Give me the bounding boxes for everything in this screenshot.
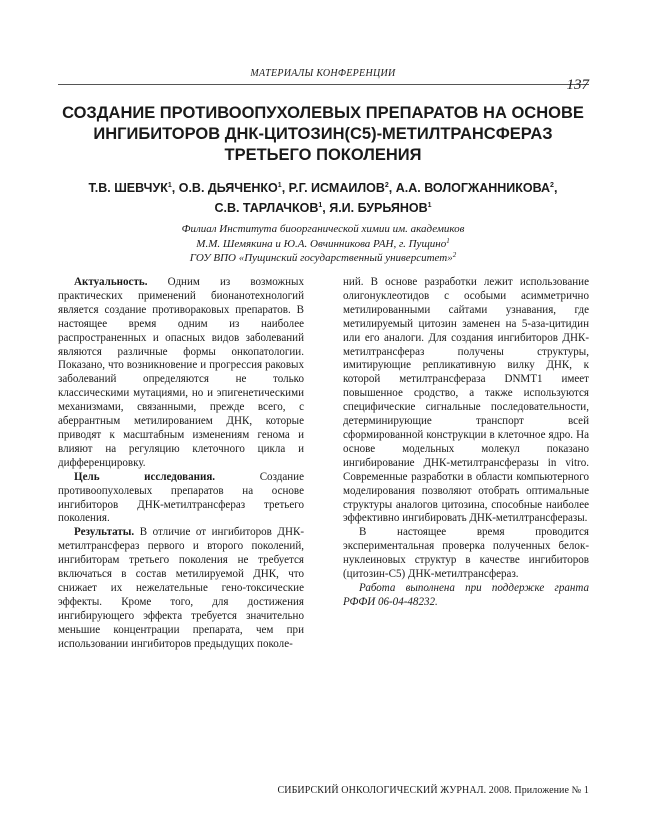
right-column	[343, 276, 589, 610]
affiliation-text: М.М. Шемякина и Ю.А. Овчинникова РАН, г. Пущино	[196, 237, 447, 250]
author-separator: ,	[553, 181, 558, 195]
author-name: С.В. ТАРЛАЧКОВ	[214, 201, 319, 215]
author-line-1	[40, 178, 606, 198]
author-affiliation-mark: 1	[318, 202, 323, 209]
left-column	[58, 276, 304, 651]
author-separator: ,	[171, 181, 179, 195]
affiliations	[40, 222, 606, 266]
results-text: В отличие от ингибиторов ДНК-метилтрансфераз первого и второго поколений, ингибиторам третьего поколения не требуется включаться в состав метилируемой ДНК, что снижает их нежелательные гено-токсические эффекты. Кроме того, для достижения ингибирующего эффекта требуется значительно меньшие концентрации препарата, чем при использовании ингибиторов предыдущих поколе-	[58, 526, 304, 650]
page-number: 137	[566, 77, 589, 93]
title-line-3: ТРЕТЬЕГО ПОКОЛЕНИЯ	[224, 146, 422, 164]
author-affiliation-mark: 1	[277, 182, 282, 189]
affiliation-mark: 1	[446, 236, 450, 245]
author-affiliation-mark: 2	[550, 182, 554, 189]
author-list	[40, 178, 606, 218]
affiliation-line-2	[40, 237, 606, 252]
author-name: Я.И. БУРЬЯНОВ	[329, 201, 428, 215]
author-name: А.А. ВОЛОГЖАННИКОВА	[395, 181, 551, 195]
author-affiliation-mark: 1	[167, 182, 172, 189]
relevance-text: Одним из возможных практических применений бионанотехнологий является создание противораковых препаратов. В настоящее время одним из наиболее распространенных и опасных видов заболеваний являются различные формы онкопатологии. Показано, что возникновение и прогрессия раковых заболеваний определяются не только классическими мутациями, но и эпигенетическими механизмами, связанными, прежде всего, с аберрантным метилированием ДНК, которые приводят к масштабным изменениям генома и влияют на регуляцию клеточного цикла и дифференцировку.	[58, 276, 304, 469]
running-head: МАТЕРИАЛЫ КОНФЕРЕНЦИИ	[250, 68, 396, 79]
affiliation-line-3	[40, 251, 606, 266]
author-affiliation-mark: 2	[384, 182, 389, 189]
affiliation-mark: 2	[452, 251, 457, 259]
author-name: Р.Г. ИСМАИЛОВ	[288, 181, 385, 195]
header-rule	[58, 84, 589, 85]
author-name: Т.В. ШЕВЧУК	[88, 181, 168, 195]
author-separator: ,	[322, 201, 330, 215]
relevance-paragraph	[58, 276, 304, 471]
results-paragraph	[58, 526, 304, 651]
journal-footer: СИБИРСКИЙ ОНКОЛОГИЧЕСКИЙ ЖУРНАЛ. 2008. Приложение № 1	[277, 785, 589, 796]
title-line-1: СОЗДАНИЕ ПРОТИВООПУХОЛЕВЫХ ПРЕПАРАТОВ НА ОСНОВЕ	[62, 104, 584, 122]
funding-note	[343, 582, 589, 610]
relevance-heading: Актуальность.	[74, 276, 148, 288]
affiliation-line-1: Филиал Института биоорганической химии им. академиков	[181, 223, 465, 235]
author-name: О.В. ДЬЯЧЕНКО	[178, 181, 278, 195]
author-separator: ,	[388, 181, 396, 195]
article-title	[40, 103, 606, 166]
aim-heading: Цель исследования.	[74, 470, 216, 483]
aim-text: Создание противоопухолевых препаратов на основе ингибиторов ДНК-метилтрансфераз третьего поколения.	[58, 470, 304, 525]
author-affiliation-mark: 1	[427, 202, 432, 209]
results-heading: Результаты.	[74, 526, 135, 539]
aim-paragraph	[58, 471, 304, 527]
funding-text: Работа выполнена при поддержке гранта РФФИ 06-04-48232.	[343, 581, 589, 608]
affiliation-text: ГОУ ВПО «Пущинский государственный университет»	[189, 252, 453, 264]
author-separator: ,	[281, 181, 289, 195]
conclusion-paragraph: В настоящее время проводится экспериментальная проверка полученных белок-нуклеиновых структур в качестве ингибиторов (цитозин-С5) ДНК-метилтрансфераз.	[343, 526, 589, 581]
author-line-2	[40, 198, 606, 218]
results-continuation: ний. В основе разработки лежит использование олигонуклеотидов с особыми асимметрично метилированными сайтами узнавания, где метилируемый цитозин заменен на 5-аза-цитидин или его аналоги. Для создания ингибиторов ДНК-метилтрансфераз получены структуры, имитирующие репликативную вилку ДНК, к которой метилтрансфераза DNMT1 имеет повышенное сродство, а также используются специфические сигнальные последовательности, детерминирующие транспорт всей сформированной конструкции в клеточное ядро. На основе модельных молекул показано ингибирование ДНК-метилтрансферазы in vitro. Современные разработки в области компьютерного моделирования позволяют отобрать оптимальные структуры аналогов цитозина, способные наиболее эффективно ингибировать ДНК-метилтрансферазы.	[343, 276, 589, 525]
title-line-2: ИНГИБИТОРОВ ДНК-ЦИТОЗИН(С5)-МЕТИЛТРАНСФЕРАЗ	[93, 125, 553, 143]
